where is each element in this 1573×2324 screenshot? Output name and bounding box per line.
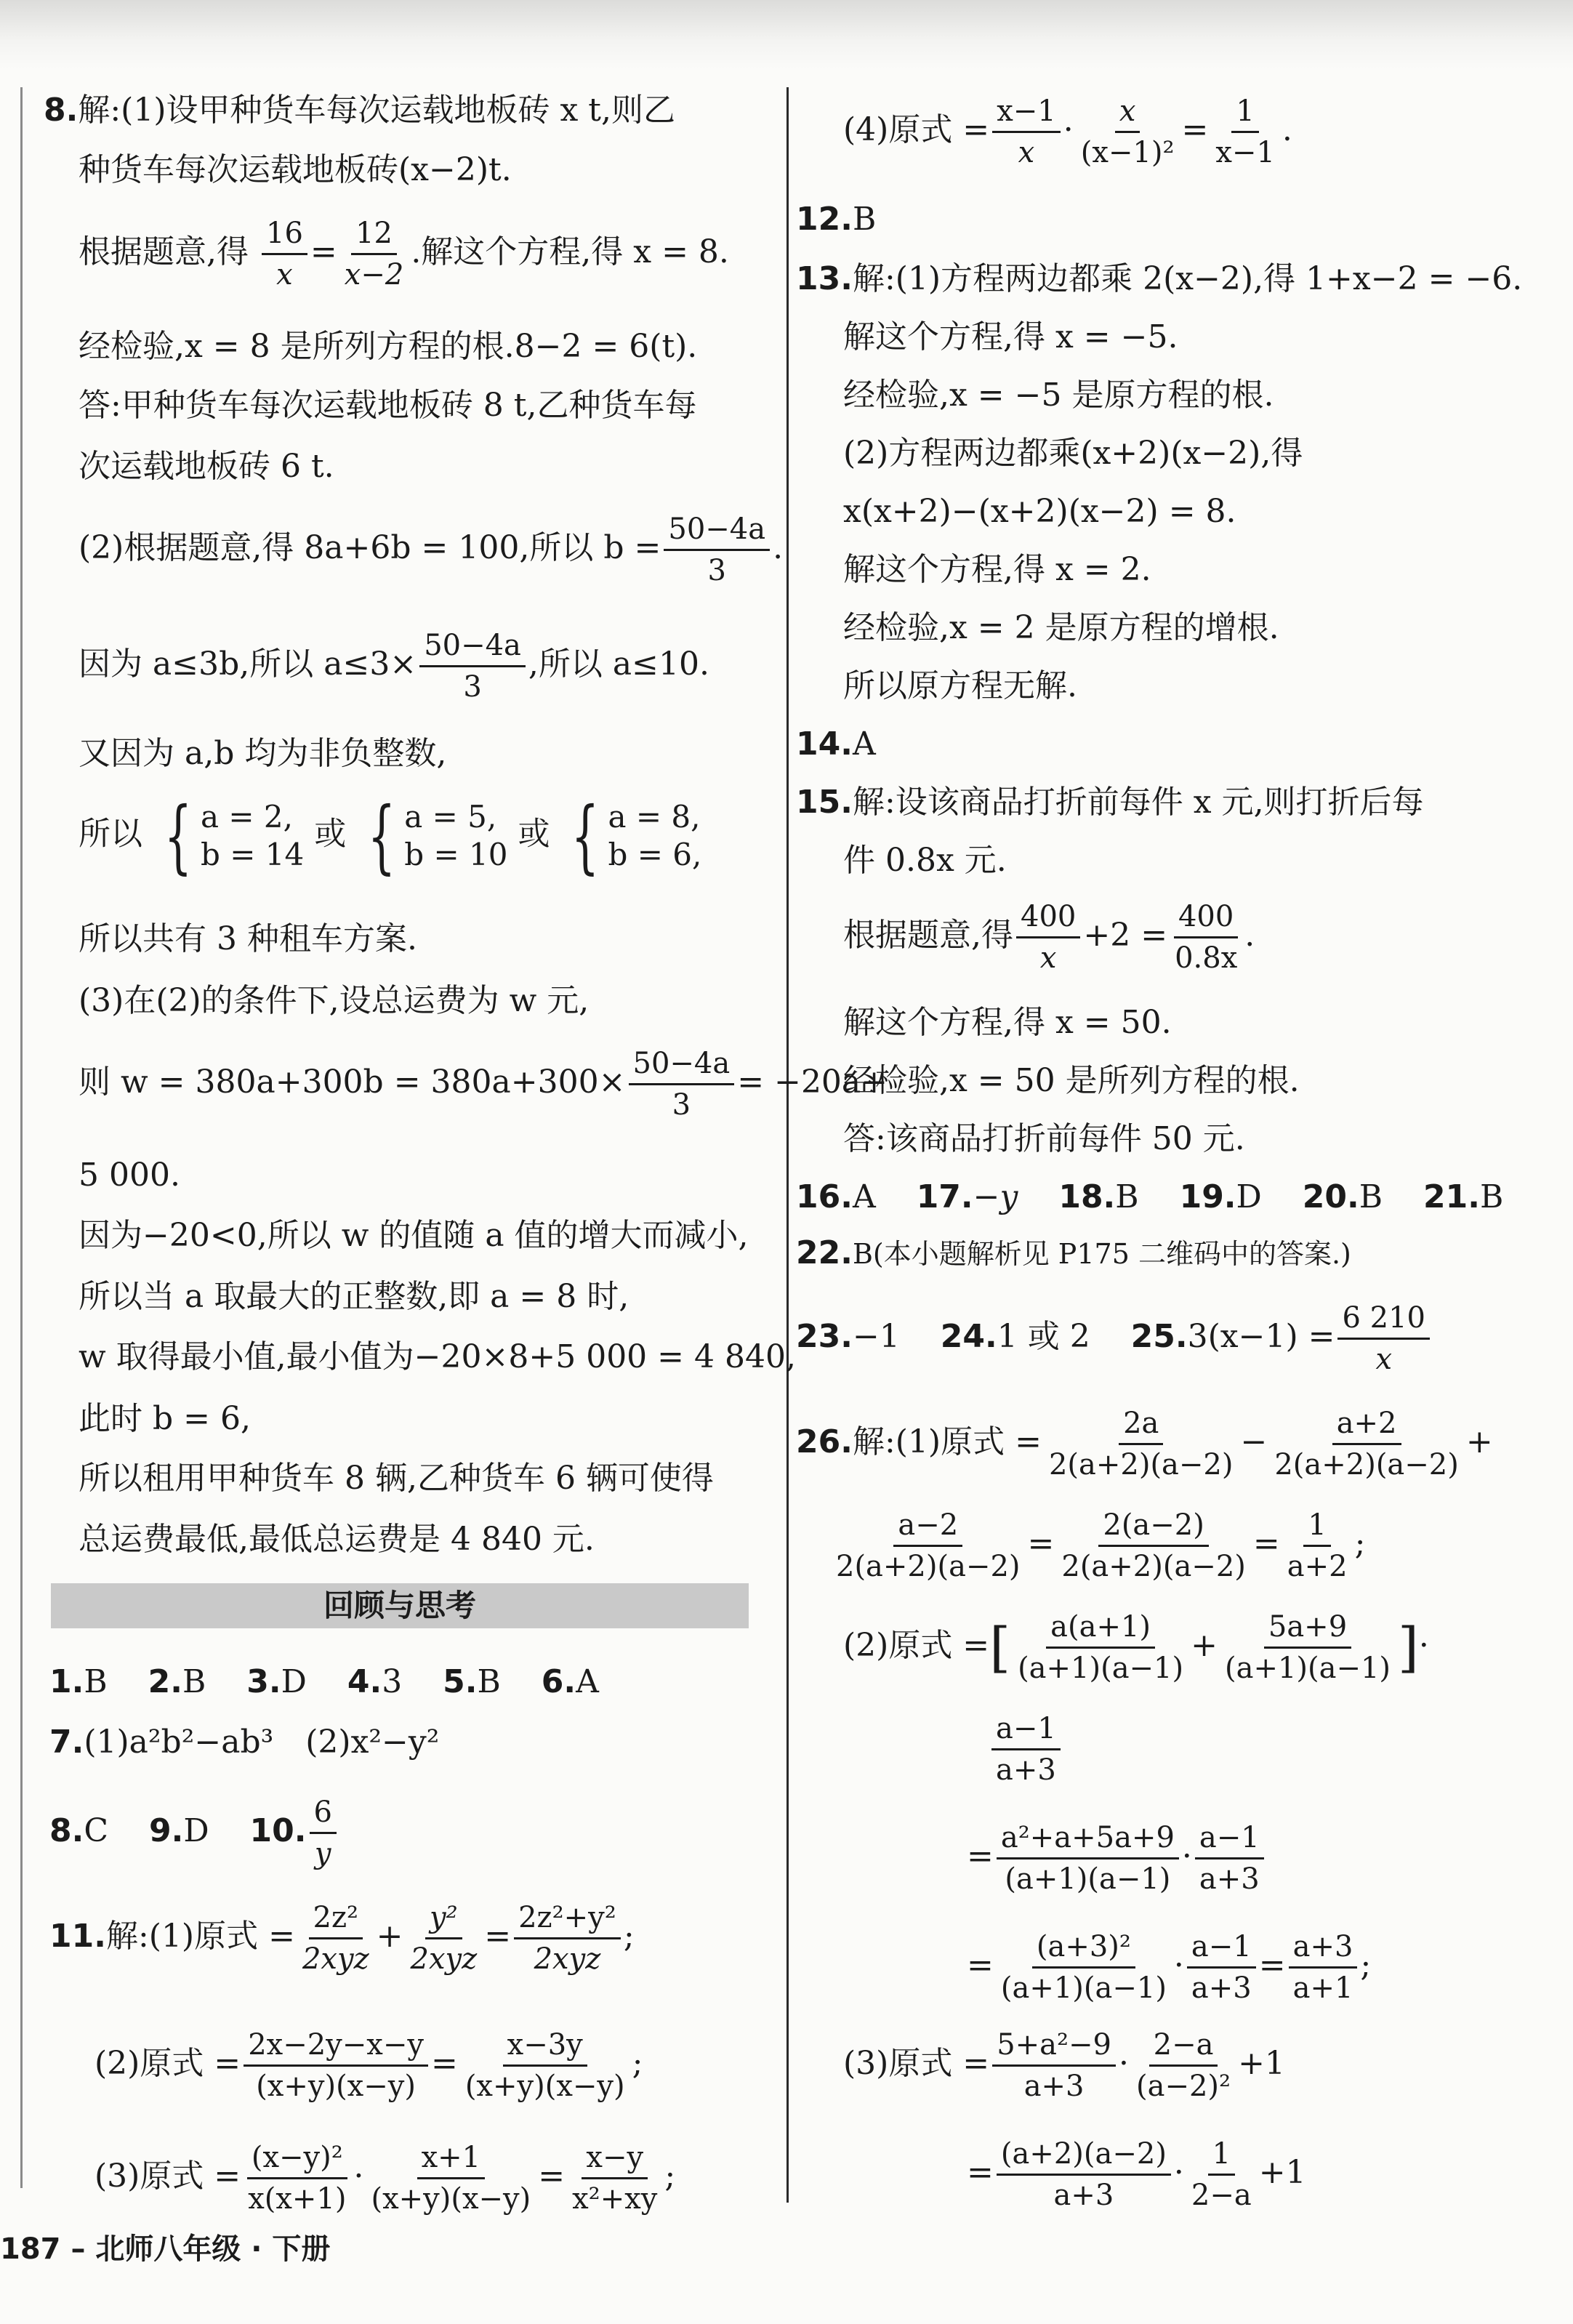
- answer-22: 22.B(本小题解析见 P175 二维码中的答案.): [796, 1234, 1351, 1271]
- answers-23-25: 23.−1 24.1 或 2 25.3(x−1) = $\frac{6 210}{x}$: [796, 1301, 1433, 1376]
- q26-part-2-step-2: = $\frac{\text{(a+3)²}}{(a+1)(a-1)}$ · $\frac{a-1}{a+3}$ = $\frac{a+3}{a+1}$ ;: [967, 1930, 1372, 2005]
- answer-12: 12.B: [796, 201, 877, 238]
- scan-edge: [0, 0, 1573, 69]
- q8-line-14: 5 000.: [79, 1157, 180, 1194]
- fraction: $\frac{a-1}{a+3}$: [1187, 1930, 1256, 2005]
- fraction: $\frac{a(a+1)}{(a+1)(a-1)}$: [1018, 1610, 1184, 1685]
- q8-line-18: 此时 b = 6,: [79, 1400, 251, 1437]
- page-number: 187: [0, 2232, 61, 2266]
- q11-part-4: (4)原式 = $\frac{x-1}{x}$ · $\frac{x}{\text{(x−1)²}}$ = $\frac{1}{x-1}$ .: [843, 95, 1292, 169]
- footer-dash: –: [71, 2232, 86, 2266]
- q8-line-4: 经检验,x = 8 是所列方程的根.8−2 = 6(t).: [79, 328, 698, 365]
- fraction: $\frac{a+3}{a+1}$: [1289, 1930, 1358, 2005]
- q8-line-13: 则 w = 380a+300b = 380a+300× $\frac{50-4a}{3}$ = −20a+: [79, 1047, 888, 1122]
- fraction: $\frac{a-2}{2(a+2)(a-2)}$: [836, 1508, 1021, 1583]
- q26-part-1: 26.解:(1)原式 = $\frac{2a}{2(a+2)(a-2)}$ − $\frac{a+2}{2(a+2)(a-2)}$ +: [796, 1407, 1493, 1481]
- fraction: $\frac{50-4a}{3}$: [629, 1047, 735, 1122]
- fraction: $\frac{\text{a²+a+5a+9}}{(a+1)(a-1)}$: [997, 1821, 1179, 1896]
- q8-line-15: 因为−20<0,所以 w 的值随 a 值的增大而减小,: [79, 1217, 749, 1254]
- q15-line-5: 经检验,x = 50 是所列方程的根.: [843, 1062, 1300, 1099]
- fraction: $\frac{x-3y}{(x+y)(x-y)}$: [464, 2028, 625, 2103]
- fraction: $\frac{\text{2z²+y²}}{\text{2xyz}}$: [514, 1901, 621, 1976]
- q8-line-6: 次运载地板砖 6 t.: [79, 448, 334, 485]
- q26-part-1-cont: $\frac{a-2}{2(a+2)(a-2)}$ = $\frac{2(a-2)}{2(a+2)(a-2)}$ = $\frac{1}{a+2}$ ;: [829, 1508, 1365, 1583]
- q8-line-10: 所以 { a = 2, b = 14 或 { a = 5, b = 10 或 { a = 8, b = 6,: [79, 789, 702, 882]
- q8-line-3: 根据题意,得 $\frac{16}{x}$ = $\frac{12}{x-2}$ .解这个方程,得 x = 8.: [79, 217, 729, 291]
- q8-line-19: 所以租用甲种货车 8 辆,乙种货车 6 辆可使得: [79, 1460, 714, 1497]
- fraction: $\frac{16}{x}$: [262, 217, 307, 291]
- column-divider: [786, 87, 789, 2203]
- fraction: $\frac{2(a-2)}{2(a+2)(a-2)}$: [1061, 1508, 1246, 1583]
- fraction: $\frac{2x-2y-x-y}{(x+y)(x-y)}$: [244, 2028, 428, 2103]
- q26-part-3: (3)原式 = $\frac{\text{5+a²−9}}{a+3}$ · $\frac{2-a}{\text{(a−2)²}}$ +1: [843, 2028, 1285, 2103]
- q11-part-2: (2)原式 = $\frac{2x-2y-x-y}{(x+y)(x-y)}$ = $\frac{x-3y}{(x+y)(x-y)}$ ;: [94, 2028, 643, 2103]
- fraction: $\frac{6}{y}$: [310, 1796, 337, 1870]
- fraction: $\frac{50-4a}{3}$: [664, 512, 770, 587]
- fraction: $\frac{a-1}{a+3}$: [991, 1712, 1061, 1787]
- q13-line-1: 13.解:(1)方程两边都乘 2(x−2),得 1+x−2 = −6.: [796, 260, 1523, 297]
- page-footer: [0, 2226, 330, 2267]
- fraction: $\frac{a-1}{a+3}$: [1195, 1821, 1264, 1896]
- q8-line-5: 答:甲种货车每次运载地板砖 8 t,乙种货车每: [79, 387, 697, 424]
- answer-7: 7.(1)a²b²−ab³ (2)x²−y²: [49, 1724, 440, 1761]
- answer-14: 14.A: [796, 725, 876, 763]
- q13-line-8: 所以原方程无解.: [843, 667, 1077, 704]
- q8-line-9: 又因为 a,b 均为非负整数,: [79, 735, 447, 772]
- answers-16-21: 16.A 17.−y 18.B 19.D 20.B 21.B: [796, 1178, 1504, 1215]
- q8-line-20: 总运费最低,最低总运费是 4 840 元.: [79, 1521, 595, 1558]
- q8-line-7: (2)根据题意,得 8a+6b = 100,所以 b = $\frac{50-4a}{3}$ .: [79, 512, 784, 587]
- section-header: 回顾与思考: [51, 1583, 749, 1628]
- q15-line-2: 件 0.8x 元.: [843, 842, 1007, 879]
- book-title: 北师八年级 · 下册: [95, 2232, 331, 2266]
- q13-line-7: 经检验,x = 2 是原方程的增根.: [843, 609, 1279, 646]
- q8-line-1: 8.解:(1)设甲种货车每次运载地板砖 x t,则乙: [44, 92, 675, 129]
- q8-line-2: 种货车每次运载地板砖(x−2)t.: [79, 151, 512, 188]
- q13-line-2: 解这个方程,得 x = −5.: [843, 318, 1178, 355]
- q15-line-4: 解这个方程,得 x = 50.: [843, 1004, 1172, 1041]
- q15-line-1: 15.解:设该商品打折前每件 x 元,则打折后每: [796, 784, 1424, 821]
- q11-part-3: (3)原式 = $\frac{\text{(x−y)²}}{x(x+1)}$ · $\frac{x+1}{(x+y)(x-y)}$ = $\frac{x-y}{\text{x²+xy}}$ ;: [94, 2141, 676, 2216]
- q15-line-3: 根据题意,得 $\frac{400}{x}$ +2 = $\frac{400}{0.8x}$ .: [843, 900, 1255, 975]
- q26-part-2-step-1: = $\frac{\text{a²+a+5a+9}}{(a+1)(a-1)}$ · $\frac{a-1}{a+3}$: [967, 1821, 1267, 1896]
- fraction: $\frac{1}{x-1}$: [1215, 95, 1275, 169]
- fraction: $\frac{\text{5+a²−9}}{a+3}$: [992, 2028, 1116, 2103]
- fraction: $\frac{(a+2)(a-2)}{a+3}$: [997, 2137, 1171, 2212]
- fraction: $\frac{x}{\text{(x−1)²}}$: [1080, 95, 1175, 169]
- fraction: $\frac{\text{(x−y)²}}{x(x+1)}$: [248, 2141, 347, 2216]
- q8-line-16: 所以当 a 取最大的正整数,即 a = 8 时,: [79, 1278, 629, 1315]
- fraction: $\frac{5a+9}{(a+1)(a-1)}$: [1224, 1610, 1391, 1685]
- fraction: $\frac{400}{0.8x}$: [1175, 900, 1238, 975]
- q26-part-2: (2)原式 =[ $\frac{a(a+1)}{(a+1)(a-1)}$ + $\frac{5a+9}{(a+1)(a-1)}$ ]·: [843, 1610, 1429, 1685]
- equation-system: { a = 5, b = 10: [367, 789, 508, 882]
- fraction: $\frac{1}{2-a}$: [1191, 2137, 1252, 2212]
- q13-line-5: x(x+2)−(x+2)(x−2) = 8.: [843, 493, 1236, 530]
- q8-line-8: 因为 a≤3b,所以 a≤3× $\frac{50-4a}{3}$ ,所以 a≤10.: [79, 629, 709, 704]
- fraction: $\frac{2a}{2(a+2)(a-2)}$: [1048, 1407, 1234, 1481]
- q13-line-6: 解这个方程,得 x = 2.: [843, 551, 1151, 588]
- left-margin-rule: [20, 87, 23, 2188]
- fraction: $\frac{50-4a}{3}$: [419, 629, 526, 704]
- fraction: $\frac{x-1}{x}$: [992, 95, 1061, 169]
- q11-part-1: 11.解:(1)原式 = $\frac{\text{2z²}}{\text{2xyz}}$ + $\frac{\text{y²}}{\text{2xyz}}$ = $\frac{\text{2z²+y²}}{\text{2xyz}}$ ;: [49, 1901, 635, 1976]
- fraction: $\frac{x+1}{(x+y)(x-y)}$: [371, 2141, 531, 2216]
- q26-part-3-step-1: = $\frac{(a+2)(a-2)}{a+3}$ · $\frac{1}{2-a}$ +1: [967, 2137, 1306, 2212]
- fraction: $\frac{6 210}{x}$: [1337, 1301, 1430, 1376]
- q15-line-6: 答:该商品打折前每件 50 元.: [843, 1120, 1245, 1157]
- q8-line-11: 所以共有 3 种租车方案.: [79, 920, 417, 957]
- fraction: $\frac{12}{x-2}$: [344, 217, 404, 291]
- equation-system: { a = 8, b = 6,: [571, 789, 702, 882]
- fraction: $\frac{\text{(a+3)²}}{(a+1)(a-1)}$: [1000, 1930, 1167, 2005]
- q13-line-3: 经检验,x = −5 是原方程的根.: [843, 377, 1274, 414]
- q13-line-4: (2)方程两边都乘(x+2)(x−2),得: [843, 435, 1303, 472]
- fraction: $\frac{2-a}{\text{(a−2)²}}$: [1136, 2028, 1231, 2103]
- equation-system: { a = 2, b = 14: [164, 789, 305, 882]
- answers-8-10: 8.C 9.D 10. $\frac{6}{y}$: [49, 1796, 339, 1870]
- fraction: $\frac{\text{2z²}}{\text{2xyz}}$: [302, 1901, 369, 1976]
- fraction: $\frac{400}{x}$: [1016, 900, 1080, 975]
- fraction: $\frac{\text{y²}}{\text{2xyz}}$: [410, 1901, 478, 1976]
- fraction: $\frac{a+2}{2(a+2)(a-2)}$: [1274, 1407, 1459, 1481]
- q26-part-2-factor: [989, 1712, 1063, 1787]
- fraction: $\frac{x-y}{\text{x²+xy}}$: [572, 2141, 658, 2216]
- q8-line-17: w 取得最小值,最小值为−20×8+5 000 = 4 840,: [79, 1338, 796, 1375]
- fraction: $\frac{1}{a+2}$: [1287, 1508, 1348, 1583]
- answers-1-6: 1.B 2.B 3.D 4.3 5.B 6.A: [49, 1663, 599, 1700]
- q8-line-12: (3)在(2)的条件下,设总运费为 w 元,: [79, 982, 590, 1019]
